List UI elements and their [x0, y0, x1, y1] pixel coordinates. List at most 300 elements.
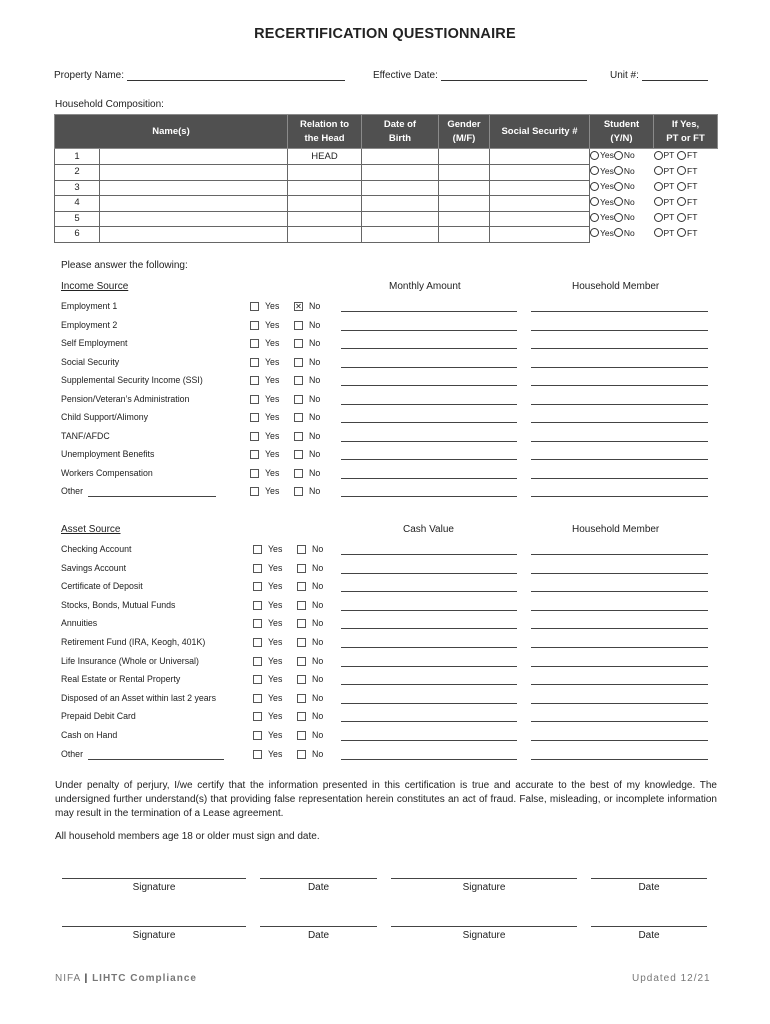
income-label: Supplemental Security Income (SSI): [61, 375, 203, 385]
date-label: Date: [638, 930, 660, 941]
date-label: Date: [307, 930, 330, 941]
asset-amount-heading: Cash Value: [403, 524, 454, 535]
no-checkbox[interactable]: ✕: [295, 302, 302, 311]
income-member-heading: Household Member: [572, 281, 660, 292]
signature-label: Signature: [462, 882, 506, 893]
amount-input[interactable]: [341, 721, 517, 722]
date-line[interactable]: [591, 878, 707, 879]
no-label: No: [312, 692, 324, 703]
assets-label: Checking Account: [61, 544, 132, 554]
row-number: 2: [55, 165, 100, 181]
yes-checkbox[interactable]: [250, 376, 259, 385]
unit-input[interactable]: [642, 70, 708, 81]
signature-line[interactable]: [391, 926, 577, 927]
pt-option[interactable]: PT: [654, 149, 675, 161]
yes-checkbox[interactable]: [250, 487, 259, 496]
radio-circle-icon: [677, 151, 686, 160]
amount-input[interactable]: [341, 647, 517, 648]
effective-date-input[interactable]: [441, 70, 587, 81]
student-no-option[interactable]: No: [614, 165, 635, 177]
pt-option[interactable]: PT: [654, 211, 675, 223]
gender-cell[interactable]: [439, 165, 490, 181]
student-yes-option[interactable]: Yes: [590, 211, 614, 223]
yes-checkbox[interactable]: [250, 395, 259, 404]
name-cell[interactable]: [100, 180, 288, 196]
col-ssn: Social Security #: [490, 115, 590, 149]
radio-circle-icon: [654, 197, 663, 206]
yes-label: Yes: [265, 301, 280, 311]
amount-input[interactable]: [341, 478, 517, 479]
yes-label: Yes: [268, 562, 283, 573]
pt-ft-cell: [654, 196, 718, 212]
pt-ft-cell: [654, 227, 718, 243]
household-row: [55, 211, 718, 227]
student-yes-option[interactable]: Yes: [590, 149, 614, 161]
amount-input[interactable]: [341, 441, 517, 442]
amount-input[interactable]: [341, 367, 517, 368]
no-checkbox[interactable]: [294, 487, 303, 496]
no-checkbox[interactable]: [294, 321, 303, 330]
income-label: Employment 1: [61, 301, 118, 311]
pt-option[interactable]: PT: [654, 196, 675, 208]
household-row: [55, 227, 718, 243]
dob-cell[interactable]: [362, 180, 439, 196]
pt-ft-cell: [654, 149, 718, 165]
dob-cell[interactable]: [362, 227, 439, 243]
no-checkbox[interactable]: [297, 545, 306, 554]
ssn-cell[interactable]: [490, 165, 590, 181]
amount-input[interactable]: [341, 422, 517, 423]
unit-field[interactable]: [610, 70, 708, 81]
name-cell[interactable]: [100, 149, 288, 165]
no-checkbox[interactable]: [297, 750, 306, 759]
property-name-field[interactable]: [54, 70, 345, 81]
footer-org: NIFA: [55, 973, 81, 984]
no-label: No: [312, 730, 324, 740]
yes-checkbox[interactable]: [253, 619, 262, 628]
no-checkbox[interactable]: [294, 469, 303, 478]
yes-label: Yes: [265, 449, 280, 459]
name-cell[interactable]: [100, 165, 288, 181]
no-checkbox[interactable]: [294, 376, 303, 385]
student-yes-option[interactable]: Yes: [590, 180, 614, 192]
radio-circle-icon: [677, 213, 686, 222]
student-no-option[interactable]: No: [614, 149, 635, 161]
pt-option[interactable]: PT: [654, 165, 675, 177]
household-member-input[interactable]: [531, 740, 708, 741]
radio-circle-icon: [614, 151, 623, 160]
assets-label: Prepaid Debit Card: [61, 711, 136, 722]
income-label: Employment 2: [61, 319, 118, 330]
amount-input[interactable]: [341, 311, 517, 312]
asset-heading: Asset Source: [61, 524, 121, 535]
no-label: No: [309, 319, 321, 330]
no-checkbox[interactable]: [297, 619, 306, 628]
household-member-input[interactable]: [531, 591, 708, 592]
household-member-input[interactable]: [531, 721, 708, 722]
asset-member-heading: Household Member: [572, 524, 660, 535]
no-label: No: [312, 748, 324, 759]
radio-circle-icon: [590, 228, 599, 237]
footer-program: LIHTC Compliance: [92, 973, 197, 984]
no-checkbox[interactable]: [297, 638, 306, 647]
row-number: 6: [55, 227, 100, 243]
student-no-option[interactable]: No: [614, 196, 635, 208]
assets-label: Annuities: [61, 618, 98, 629]
yes-label: Yes: [265, 393, 280, 404]
relation-cell[interactable]: [288, 196, 362, 212]
yes-checkbox[interactable]: [250, 413, 259, 422]
questions-intro: Please answer the following:: [61, 260, 188, 271]
no-label: No: [312, 599, 324, 610]
yes-checkbox[interactable]: [250, 302, 259, 311]
household-member-input[interactable]: [531, 573, 708, 574]
yes-label: Yes: [268, 618, 283, 629]
yes-label: Yes: [265, 467, 280, 478]
amount-input[interactable]: [341, 496, 517, 497]
household-member-input[interactable]: [531, 367, 708, 368]
student-cell: [590, 180, 654, 196]
yes-checkbox[interactable]: [253, 582, 262, 591]
gender-cell[interactable]: [439, 227, 490, 243]
household-member-input[interactable]: [531, 311, 708, 312]
gender-cell[interactable]: [439, 211, 490, 227]
radio-circle-icon: [614, 182, 623, 191]
household-row: [55, 196, 718, 212]
signature-line[interactable]: [62, 926, 246, 927]
household-member-input[interactable]: [531, 554, 708, 555]
no-checkbox[interactable]: [294, 450, 303, 459]
name-cell[interactable]: [100, 196, 288, 212]
yes-checkbox[interactable]: [250, 321, 259, 330]
property-name-label: Property Name:: [54, 70, 125, 81]
household-member-input[interactable]: [531, 496, 708, 497]
no-label: No: [309, 393, 321, 404]
no-checkbox[interactable]: [294, 339, 303, 348]
household-member-input[interactable]: [531, 610, 708, 611]
col-student: Student (Y/N): [590, 115, 654, 149]
signature-line[interactable]: [391, 878, 577, 879]
yes-label: Yes: [268, 730, 283, 740]
signature-label: Signature: [132, 930, 176, 941]
household-member-input[interactable]: [531, 422, 708, 423]
household-table: [54, 114, 718, 243]
dob-cell[interactable]: [362, 149, 439, 165]
no-label: No: [309, 301, 321, 311]
yes-label: Yes: [265, 412, 280, 422]
student-cell: [590, 149, 654, 165]
no-label: No: [312, 637, 324, 647]
yes-label: Yes: [268, 544, 283, 554]
date-line[interactable]: [591, 926, 707, 927]
col-gender: Gender (M/F): [439, 115, 490, 149]
household-member-input[interactable]: [531, 441, 708, 442]
yes-label: Yes: [265, 375, 280, 385]
col-ifyes: If Yes, PT or FT: [654, 115, 718, 149]
income-label: Pension/Veteran’s Administration: [61, 393, 190, 404]
yes-label: Yes: [265, 338, 280, 348]
yes-label: Yes: [265, 430, 280, 441]
signature-line[interactable]: [62, 878, 246, 879]
radio-circle-icon: [654, 151, 663, 160]
name-cell[interactable]: [100, 211, 288, 227]
yes-checkbox[interactable]: [250, 358, 259, 367]
no-label: No: [312, 711, 324, 722]
ft-option[interactable]: FT: [677, 180, 697, 192]
yes-checkbox[interactable]: [253, 731, 262, 740]
gender-cell[interactable]: [439, 196, 490, 212]
student-yes-option[interactable]: Yes: [590, 227, 614, 239]
assets-label: Real Estate or Rental Property: [61, 674, 181, 685]
no-label: No: [312, 674, 324, 685]
dob-cell[interactable]: [362, 165, 439, 181]
radio-circle-icon: [590, 213, 599, 222]
amount-input[interactable]: [341, 385, 517, 386]
amount-input[interactable]: [341, 666, 517, 667]
amount-input[interactable]: [341, 740, 517, 741]
radio-circle-icon: [654, 228, 663, 237]
no-label: No: [312, 562, 324, 573]
income-label: Child Support/Alimony: [61, 412, 149, 422]
date-line[interactable]: [260, 926, 377, 927]
amount-input[interactable]: [341, 554, 517, 555]
certification-paragraph: Under penalty of perjury, I/we certify that the information presented in this certification is true and accurate to the best of my knowledge. The undersigned further understand(s) that providing false representation herein constitutes an act of fraud. False, misleading, or incomplete information may result in the termination of a Lease agreement.: [55, 780, 717, 819]
ft-option[interactable]: FT: [677, 149, 697, 161]
household-member-input[interactable]: [531, 459, 708, 460]
yes-checkbox[interactable]: [253, 601, 262, 610]
amount-input[interactable]: [341, 459, 517, 460]
assets-label: Other: [61, 748, 84, 759]
amount-input[interactable]: [341, 573, 517, 574]
pt-option[interactable]: PT: [654, 180, 675, 192]
no-label: No: [309, 486, 321, 496]
footer-org-line: [55, 973, 197, 984]
yes-label: Yes: [268, 692, 283, 703]
income-heading: Income Source: [61, 281, 129, 292]
effective-date-field[interactable]: [373, 70, 587, 81]
radio-circle-icon: [677, 197, 686, 206]
no-label: No: [312, 655, 324, 666]
yes-checkbox[interactable]: [253, 675, 262, 684]
no-checkbox[interactable]: [297, 601, 306, 610]
signature-label: Signature: [462, 930, 506, 941]
amount-input[interactable]: [341, 610, 517, 611]
yes-checkbox[interactable]: [250, 469, 259, 478]
no-label: No: [309, 467, 321, 478]
yes-checkbox[interactable]: [250, 339, 259, 348]
radio-circle-icon: [677, 182, 686, 191]
date-label: Date: [307, 882, 330, 893]
pt-ft-cell: [654, 180, 718, 196]
row-number: 3: [55, 180, 100, 196]
household-member-input[interactable]: [531, 684, 708, 685]
pt-ft-cell: [654, 211, 718, 227]
yes-checkbox[interactable]: [253, 657, 262, 666]
yes-label: Yes: [265, 486, 280, 496]
unit-label: Unit #:: [610, 70, 639, 81]
page-title: RECERTIFICATION QUESTIONNAIRE: [254, 26, 516, 42]
yes-label: Yes: [268, 748, 283, 759]
amount-input[interactable]: [341, 330, 517, 331]
no-checkbox[interactable]: [297, 582, 306, 591]
name-cell[interactable]: [100, 227, 288, 243]
no-checkbox[interactable]: [297, 712, 306, 721]
student-yes-option[interactable]: Yes: [590, 165, 614, 177]
ft-option[interactable]: FT: [677, 227, 697, 239]
amount-input[interactable]: [341, 591, 517, 592]
income-label: Self Employment: [61, 338, 128, 348]
household-member-input[interactable]: [531, 759, 708, 760]
student-cell: [590, 165, 654, 181]
row-number: 4: [55, 196, 100, 212]
amount-input[interactable]: [341, 703, 517, 704]
ft-option[interactable]: FT: [677, 196, 697, 208]
ssn-cell[interactable]: [490, 211, 590, 227]
student-cell: [590, 227, 654, 243]
relation-cell[interactable]: [288, 227, 362, 243]
no-label: No: [309, 338, 321, 348]
radio-circle-icon: [590, 197, 599, 206]
student-yes-option[interactable]: Yes: [590, 196, 614, 208]
no-label: No: [309, 412, 321, 422]
ssn-cell[interactable]: [490, 180, 590, 196]
household-member-input[interactable]: [531, 628, 708, 629]
no-label: No: [312, 581, 324, 592]
no-label: No: [309, 449, 321, 459]
radio-circle-icon: [677, 166, 686, 175]
household-member-input[interactable]: [531, 404, 708, 405]
household-member-input[interactable]: [531, 385, 708, 386]
amount-input[interactable]: [341, 628, 517, 629]
relation-cell[interactable]: [288, 180, 362, 196]
no-label: No: [312, 544, 324, 554]
radio-circle-icon: [677, 228, 686, 237]
yes-checkbox[interactable]: [250, 450, 259, 459]
student-no-option[interactable]: No: [614, 211, 635, 223]
no-checkbox[interactable]: [297, 564, 306, 573]
yes-label: Yes: [268, 655, 283, 666]
signing-instruction: All household members age 18 or older must sign and date.: [55, 831, 320, 842]
gender-cell[interactable]: [439, 180, 490, 196]
pt-ft-cell: [654, 165, 718, 181]
student-cell: [590, 211, 654, 227]
amount-input[interactable]: [341, 684, 517, 685]
no-checkbox[interactable]: [297, 694, 306, 703]
income-label: Unemployment Benefits: [61, 449, 155, 459]
radio-circle-icon: [614, 197, 623, 206]
footer-updated: Updated 12/21: [632, 973, 711, 984]
radio-circle-icon: [590, 166, 599, 175]
assets-label: Disposed of an Asset within last 2 years: [61, 692, 217, 703]
income-label: Workers Compensation: [61, 467, 153, 478]
no-label: No: [312, 618, 324, 629]
assets-label: Retirement Fund (IRA, Keogh, 401K): [61, 637, 206, 647]
yes-checkbox[interactable]: [250, 432, 259, 441]
pt-option[interactable]: PT: [654, 227, 675, 239]
yes-label: Yes: [268, 711, 283, 722]
no-checkbox[interactable]: [297, 731, 306, 740]
relation-cell[interactable]: [288, 165, 362, 181]
ssn-cell[interactable]: [490, 149, 590, 165]
footer-divider: |: [84, 973, 89, 984]
yes-checkbox[interactable]: [253, 545, 262, 554]
household-member-input[interactable]: [531, 647, 708, 648]
date-label: Date: [638, 882, 660, 893]
other-specify-input[interactable]: [88, 759, 224, 760]
ssn-cell[interactable]: [490, 196, 590, 212]
no-label: No: [309, 356, 321, 367]
household-member-input[interactable]: [531, 666, 708, 667]
col-names: Name(s): [55, 115, 288, 149]
yes-label: Yes: [265, 319, 280, 330]
row-number: 5: [55, 211, 100, 227]
radio-circle-icon: [614, 213, 623, 222]
amount-input[interactable]: [341, 404, 517, 405]
dob-cell[interactable]: [362, 211, 439, 227]
household-row: [55, 180, 718, 196]
household-row: [55, 149, 718, 165]
yes-label: Yes: [268, 599, 283, 610]
radio-circle-icon: [614, 228, 623, 237]
property-name-input[interactable]: [127, 70, 345, 81]
no-checkbox[interactable]: [297, 657, 306, 666]
relation-cell[interactable]: HEAD: [288, 149, 362, 165]
yes-checkbox[interactable]: [253, 694, 262, 703]
yes-checkbox[interactable]: [253, 712, 262, 721]
ft-option[interactable]: FT: [677, 165, 697, 177]
no-checkbox[interactable]: [294, 432, 303, 441]
date-line[interactable]: [260, 878, 377, 879]
no-checkbox[interactable]: [294, 413, 303, 422]
income-label: Other: [61, 486, 84, 496]
no-checkbox[interactable]: [294, 395, 303, 404]
yes-checkbox[interactable]: [253, 564, 262, 573]
no-checkbox[interactable]: [297, 675, 306, 684]
no-checkbox[interactable]: [294, 358, 303, 367]
yes-label: Yes: [268, 637, 283, 647]
other-specify-input[interactable]: [88, 496, 216, 497]
ft-option[interactable]: FT: [677, 211, 697, 223]
radio-circle-icon: [654, 166, 663, 175]
col-relation: Relation to the Head: [288, 115, 362, 149]
radio-circle-icon: [590, 182, 599, 191]
student-no-option[interactable]: No: [614, 227, 635, 239]
household-member-input[interactable]: [531, 703, 708, 704]
assets-label: Stocks, Bonds, Mutual Funds: [61, 599, 176, 610]
household-composition-label: Household Composition:: [55, 99, 164, 110]
household-row: [55, 165, 718, 181]
household-member-input[interactable]: [531, 478, 708, 479]
radio-circle-icon: [590, 151, 599, 160]
household-member-input[interactable]: [531, 330, 708, 331]
amount-input[interactable]: [341, 759, 517, 760]
col-dob: Date of Birth: [362, 115, 439, 149]
radio-circle-icon: [614, 166, 623, 175]
ssn-cell[interactable]: [490, 227, 590, 243]
yes-checkbox[interactable]: [253, 750, 262, 759]
radio-circle-icon: [654, 182, 663, 191]
dob-cell[interactable]: [362, 196, 439, 212]
student-no-option[interactable]: No: [614, 180, 635, 192]
household-member-input[interactable]: [531, 348, 708, 349]
assets-label: Certificate of Deposit: [61, 581, 143, 592]
yes-checkbox[interactable]: [253, 638, 262, 647]
relation-cell[interactable]: [288, 211, 362, 227]
amount-input[interactable]: [341, 348, 517, 349]
yes-label: Yes: [268, 674, 283, 685]
no-label: No: [309, 375, 321, 385]
gender-cell[interactable]: [439, 149, 490, 165]
